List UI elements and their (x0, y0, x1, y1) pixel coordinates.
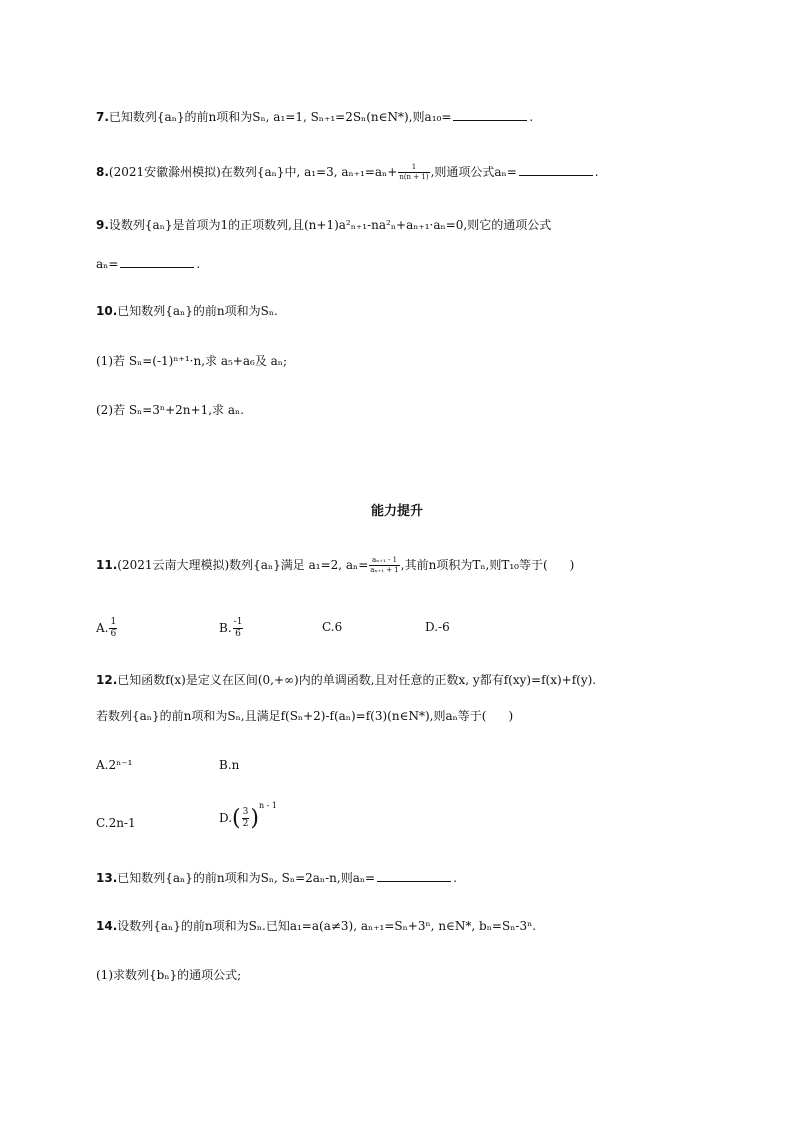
part-text: (2)若 Sₙ=3ⁿ+2n+1,求 aₙ. (96, 403, 245, 417)
question-10-part-2 (96, 402, 244, 418)
question-11 (96, 556, 574, 575)
fraction-numerator: 1 (398, 163, 429, 173)
question-number: 9. (96, 218, 109, 232)
question-12 (96, 672, 596, 688)
fraction-denominator: 6 (235, 629, 241, 639)
part-text: (1)求数列{bₙ}的通项公式; (96, 968, 242, 982)
fraction (242, 807, 250, 830)
question-text: 已知数列{aₙ}的前n项和为Sₙ, a₁=1, Sₙ₊₁=2Sₙ(n∈N*),则a₁₀= (108, 110, 452, 124)
option-b[interactable] (219, 617, 244, 640)
answer-blank[interactable] (377, 869, 451, 882)
part-text: (1)若 Sₙ=(-1)ⁿ⁺¹·n,求 a₅+a₆及 aₙ; (96, 354, 288, 368)
option-a[interactable]: A.2ⁿ⁻¹ (96, 758, 133, 772)
question-number: 8. (96, 165, 109, 179)
answer-blank[interactable] (453, 108, 527, 121)
question-source: (2021云南大理模拟) (117, 558, 230, 572)
right-paren: ) (250, 805, 259, 831)
question-14-part-1 (96, 967, 241, 983)
left-paren: ( (232, 805, 241, 831)
exponent: n - 1 (258, 801, 277, 810)
fraction-denominator: n(n + 1) (399, 173, 429, 181)
question-7 (96, 108, 533, 125)
option-label: D. (219, 811, 233, 825)
answer-blank[interactable] (120, 255, 194, 268)
question-text-line2: aₙ= (96, 257, 119, 271)
question-text-line2: 若数列{aₙ}的前n项和为Sₙ,且满足f(Sₙ+2)-f(aₙ)=f(3)(n∈N*),则aₙ等于( (96, 709, 487, 723)
fraction-denominator: 6 (110, 629, 117, 639)
option-b[interactable]: B.n (219, 758, 240, 772)
minus-sign: - (233, 617, 237, 627)
question-10 (96, 303, 278, 319)
fraction (398, 163, 429, 182)
fraction-denominator: aₙ₊₁ + 1 (370, 566, 399, 574)
option-c[interactable]: C.6 (322, 620, 343, 634)
fraction-numerator: 1 (110, 617, 117, 627)
question-text: 设数列{aₙ}的前n项和为Sₙ.已知a₁=a(a≠3), aₙ₊₁=Sₙ+3ⁿ, n∈N*, bₙ=Sₙ-3ⁿ. (117, 919, 537, 933)
question-tail: ,其前n项积为Tₙ,则T₁₀等于( (400, 558, 548, 572)
question-number: 14. (96, 919, 118, 933)
question-10-part-1 (96, 353, 287, 369)
question-source: (2021安徽滁州模拟) (108, 165, 221, 179)
option-d[interactable] (219, 801, 277, 831)
fraction (369, 556, 399, 575)
closing-paren: ) (508, 709, 514, 723)
option-label: B. (219, 621, 232, 635)
question-text: 在数列{aₙ}中, a₁=3, aₙ₊₁=aₙ+ (220, 165, 398, 179)
question-12-line-2 (96, 708, 513, 724)
period: . (529, 110, 534, 124)
option-a[interactable] (96, 617, 118, 640)
question-9 (96, 217, 551, 233)
question-9-line-2 (96, 255, 200, 272)
option-d[interactable]: D.-6 (425, 620, 450, 634)
question-text: 已知函数f(x)是定义在区间(0,+∞)内的单调函数,且对任意的正数x, y都有f(xy)=f(x)+f(y). (117, 673, 597, 687)
fraction-numerator: 3 (242, 807, 249, 817)
closing-paren: ) (569, 558, 575, 572)
question-number: 13. (96, 871, 118, 885)
question-text: 数列{aₙ}满足 a₁=2, aₙ= (229, 558, 369, 572)
period: . (453, 871, 457, 885)
question-text: 已知数列{aₙ}的前n项和为Sₙ, Sₙ=2aₙ-n,则aₙ= (117, 871, 376, 885)
question-14 (96, 918, 536, 934)
question-number: 11. (96, 558, 118, 572)
question-number: 10. (96, 304, 118, 318)
period: . (594, 165, 599, 179)
period: . (196, 257, 201, 271)
question-number: 12. (96, 673, 118, 687)
option-label: A. (96, 621, 109, 635)
fraction-numerator: aₙ₊₁ - 1 (369, 556, 399, 566)
numerator-value: 1 (236, 617, 243, 627)
answer-blank[interactable] (519, 163, 593, 176)
fraction (109, 617, 117, 640)
question-text: 设数列{aₙ}是首项为1的正项数列,且(n+1)a²ₙ₊₁-na²ₙ+aₙ₊₁·aₙ=0,则它的通项公式 (108, 218, 552, 232)
section-title: 能力提升 (370, 504, 423, 519)
question-13 (96, 869, 457, 886)
question-text: 已知数列{aₙ}的前n项和为Sₙ. (117, 304, 278, 318)
fraction-denominator: 2 (242, 819, 249, 829)
fraction (233, 617, 244, 640)
fraction-numerator (233, 617, 244, 629)
question-8 (96, 163, 599, 182)
option-c[interactable]: C.2n-1 (96, 816, 136, 830)
question-number: 7. (96, 110, 109, 124)
question-tail: ,则通项公式aₙ= (430, 165, 517, 179)
